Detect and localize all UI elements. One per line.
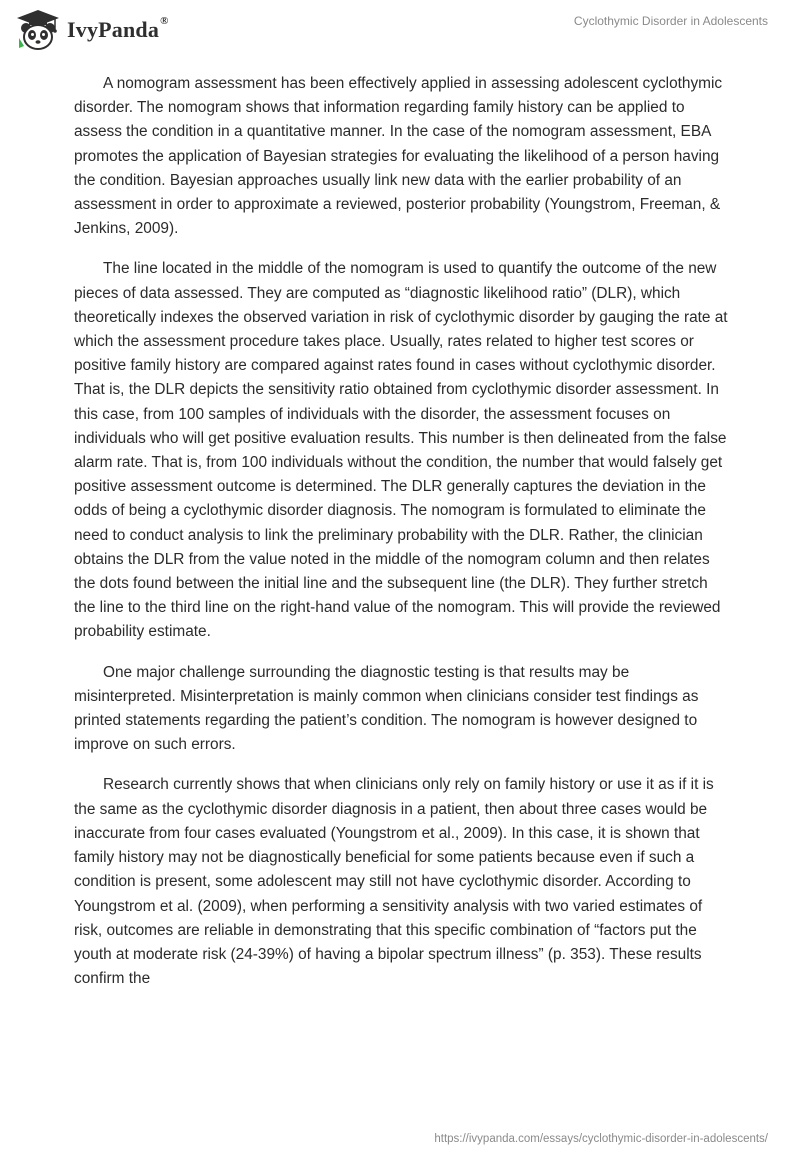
brand-name: IvyPanda® (67, 15, 169, 42)
essay-body (74, 72, 730, 1007)
paragraph-1: A nomogram assessment has been effectively applied in assessing adolescent cyclothymic disorder. The nomogram shows that information regarding family history can be applied to assess the condition in a quantitative manner. In the case of the nomogram assessment, EBA promotes the application of Bayesian strategies for evaluating the likelihood of a person having the condition. Bayesian approaches usually link new data with the earlier probability of an assessment in order to approximate a reviewed, posterior probability (Youngstrom, Freeman, & Jenkins, 2009). (74, 75, 723, 238)
page-header (0, 0, 800, 60)
brand-logo[interactable] (15, 8, 169, 52)
paragraph-3: One major challenge surrounding the diagnostic testing is that results may be misinterpreted. Misinterpretation is mainly common when clinicians consider test findings as printed statements regarding the patient’s condition. The nomogram is however designed to improve on such errors. (74, 663, 699, 754)
footer-url[interactable]: https://ivypanda.com/essays/cyclothymic-disorder-in-adolescents/ (434, 1133, 768, 1145)
paragraph-4: Research currently shows that when clinicians only rely on family history or use it as if it is the same as the cyclothymic disorder diagnosis in a patient, then about three cases would be inaccurate from four cases evaluated (Youngstrom et al., 2009). In this case, it is shown that family history may not be diagnostically beneficial for some patients because even if such a condition is present, some adolescent may still not have cyclothymic disorder. According to Youngstrom et al. (2009), when performing a sensitivity analysis with two varied estimates of risk, outcomes are reliable in demonstrating that this specific combination of “factors put the youth at moderate risk (24-39%) of having a bipolar spectrum illness” (p. 353). These results confirm the (74, 776, 714, 988)
panda-graduation-cap-icon (15, 8, 61, 52)
document-title: Cyclothymic Disorder in Adolescents (573, 14, 768, 28)
registered-mark: ® (160, 15, 169, 27)
paragraph-2: The line located in the middle of the nomogram is used to quantify the outcome of the new pieces of data assessed. They are computed as “diagnostic likelihood ratio” (DLR), which theoretically indexes the observed variation in risk of cyclothymic disorder by gauging the rate at which the assessment procedure takes place. Usually, rates related to higher test scores or positive family history are compared against rates found in cases without cyclothymic disorder. That is, the DLR depicts the sensitivity ratio obtained from cyclothymic disorder assessment. In this case, from 100 samples of individuals with the disorder, the assessment focuses on individuals who will get positive evaluation results. This number is then delineated from the false alarm rate. That is, from 100 individuals without the condition, the number that would falsely get positive assessment outcome is determined. The DLR generally captures the deviation in the odds of being a cyclothymic disorder diagnosis. The nomogram is formulated to eliminate the need to conduct analysis to link the preliminary probability with the DLR. Rather, the clinician obtains the DLR from the value noted in the middle of the nomogram column and then relates the dots found between the initial line and the subsequent line (the DLR). They further stretch the line to the third line on the right-hand value of the nomogram. This will provide the reviewed probability estimate. (74, 260, 728, 641)
